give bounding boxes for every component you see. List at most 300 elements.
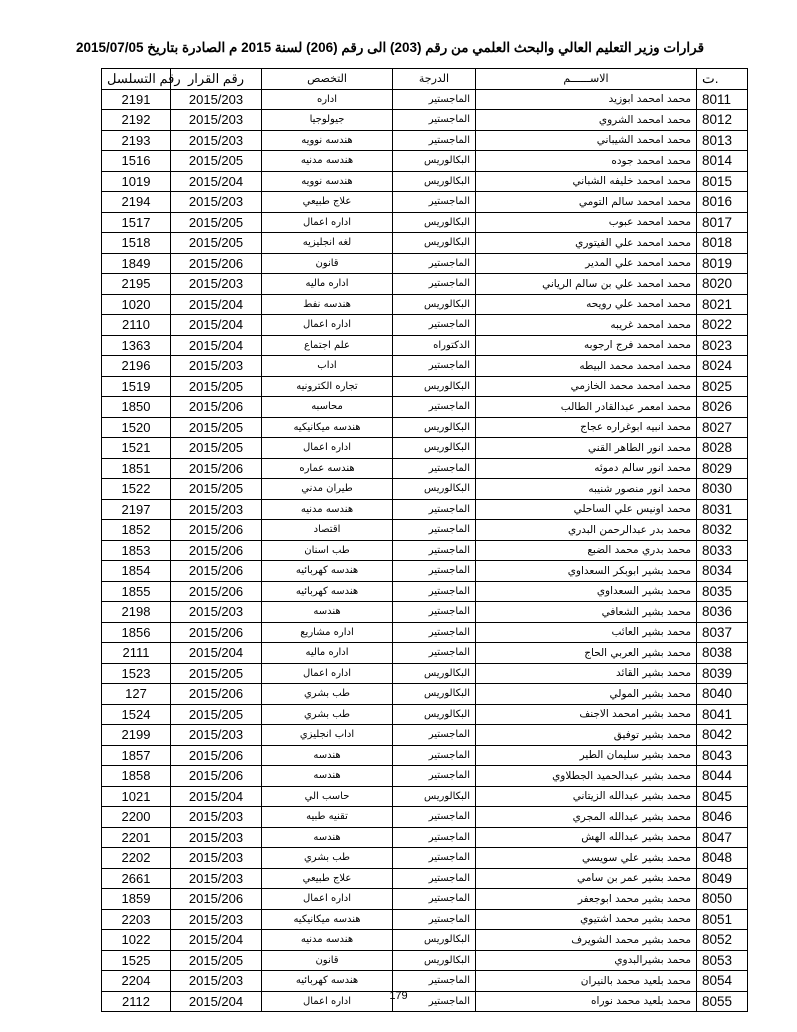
table-row: [102, 479, 748, 500]
name-cell: محمد امحمد الشيباني: [476, 130, 697, 151]
degree-cell: البكالوريس: [393, 212, 476, 233]
serial-cell: 1363: [102, 335, 171, 356]
table-row: [102, 356, 748, 377]
decision-cell: 2015/203: [171, 725, 262, 746]
decision-cell: 2015/206: [171, 540, 262, 561]
decision-cell: 2015/203: [171, 848, 262, 869]
decision-cell: 2015/204: [171, 930, 262, 951]
serial-cell: 1853: [102, 540, 171, 561]
decision-cell: 2015/203: [171, 807, 262, 828]
decision-cell: 2015/205: [171, 663, 262, 684]
specialty-cell: هندسه: [262, 766, 393, 787]
serial-cell: 1855: [102, 581, 171, 602]
decision-cell: 2015/206: [171, 622, 262, 643]
table-row: [102, 397, 748, 418]
degree-cell: الماجستير: [393, 868, 476, 889]
name-cell: محمد امحمد ابوزيد: [476, 89, 697, 110]
degree-cell: الماجستير: [393, 827, 476, 848]
specialty-cell: اداره مشاريع: [262, 622, 393, 643]
name-cell: محمد بشير علي سويسي: [476, 848, 697, 869]
degree-cell: الماجستير: [393, 89, 476, 110]
degree-cell: البكالوريس: [393, 294, 476, 315]
name-cell: محمد بشير السعداوي: [476, 581, 697, 602]
serial-cell: 1854: [102, 561, 171, 582]
specialty-cell: اداره ماليه: [262, 274, 393, 295]
degree-cell: الماجستير: [393, 110, 476, 131]
serial-cell: 1521: [102, 438, 171, 459]
name-cell: محمد بشير عمر بن سامي: [476, 868, 697, 889]
specialty-cell: هندسه مدنيه: [262, 499, 393, 520]
header-decision: رقم القرار: [171, 69, 262, 90]
serial-cell: 1022: [102, 930, 171, 951]
serial-cell: 1517: [102, 212, 171, 233]
table-row: [102, 171, 748, 192]
degree-cell: البكالوريس: [393, 684, 476, 705]
decision-cell: 2015/203: [171, 89, 262, 110]
table-row: [102, 725, 748, 746]
serial-cell: 2201: [102, 827, 171, 848]
number-cell: 8048: [697, 848, 748, 869]
decision-cell: 2015/205: [171, 376, 262, 397]
name-cell: محمد بلعيد محمد نوراه: [476, 991, 697, 1012]
serial-cell: 1520: [102, 417, 171, 438]
table-row: [102, 807, 748, 828]
specialty-cell: هندسه: [262, 602, 393, 623]
degree-cell: الماجستير: [393, 889, 476, 910]
serial-cell: 127: [102, 684, 171, 705]
number-cell: 8052: [697, 930, 748, 951]
table-row: [102, 89, 748, 110]
decision-cell: 2015/204: [171, 335, 262, 356]
serial-cell: 1019: [102, 171, 171, 192]
degree-cell: البكالوريس: [393, 151, 476, 172]
number-cell: 8045: [697, 786, 748, 807]
page-number: 179: [389, 990, 408, 1002]
table-row: [102, 704, 748, 725]
table-row: [102, 745, 748, 766]
serial-cell: 1518: [102, 233, 171, 254]
serial-cell: 2204: [102, 971, 171, 992]
name-cell: محمد امحمد محمد الخازمي: [476, 376, 697, 397]
name-cell: محمد امحمد عبوب: [476, 212, 697, 233]
number-cell: 8028: [697, 438, 748, 459]
specialty-cell: تجاره الكترونيه: [262, 376, 393, 397]
table-row: [102, 643, 748, 664]
name-cell: محمد بشير العائب: [476, 622, 697, 643]
specialty-cell: طب بشري: [262, 684, 393, 705]
table-row: [102, 786, 748, 807]
decision-cell: 2015/205: [171, 233, 262, 254]
degree-cell: الماجستير: [393, 909, 476, 930]
table-row: [102, 417, 748, 438]
degree-cell: الماجستير: [393, 971, 476, 992]
specialty-cell: لغه انجليزيه: [262, 233, 393, 254]
number-cell: 8036: [697, 602, 748, 623]
serial-cell: 2194: [102, 192, 171, 213]
number-cell: 8017: [697, 212, 748, 233]
decision-cell: 2015/206: [171, 397, 262, 418]
degree-cell: الماجستير: [393, 581, 476, 602]
specialty-cell: اداره اعمال: [262, 212, 393, 233]
serial-cell: 1523: [102, 663, 171, 684]
serial-cell: 2111: [102, 643, 171, 664]
specialty-cell: هندسه كهربائيه: [262, 971, 393, 992]
serial-cell: 1852: [102, 520, 171, 541]
number-cell: 8039: [697, 663, 748, 684]
number-cell: 8043: [697, 745, 748, 766]
number-cell: 8050: [697, 889, 748, 910]
specialty-cell: علاج طبيعي: [262, 868, 393, 889]
header-serial: رقم التسلسل: [102, 69, 171, 90]
specialty-cell: طب بشري: [262, 704, 393, 725]
name-cell: محمد بشير العربي الحاج: [476, 643, 697, 664]
serial-cell: 2196: [102, 356, 171, 377]
number-cell: 8037: [697, 622, 748, 643]
serial-cell: 2192: [102, 110, 171, 131]
degree-cell: البكالوريس: [393, 663, 476, 684]
specialty-cell: جيولوجيا: [262, 110, 393, 131]
name-cell: محمد بشير الشعافي: [476, 602, 697, 623]
degree-cell: الماجستير: [393, 130, 476, 151]
degree-cell: الماجستير: [393, 766, 476, 787]
decision-cell: 2015/203: [171, 971, 262, 992]
serial-cell: 1859: [102, 889, 171, 910]
number-cell: 8049: [697, 868, 748, 889]
specialty-cell: اقتصاد: [262, 520, 393, 541]
decision-cell: 2015/205: [171, 704, 262, 725]
name-cell: محمد امحمد علي رويحه: [476, 294, 697, 315]
table-row: [102, 520, 748, 541]
table-header-row: [102, 69, 748, 90]
table-row: [102, 233, 748, 254]
table-row: [102, 458, 748, 479]
serial-cell: 1849: [102, 253, 171, 274]
decision-cell: 2015/204: [171, 786, 262, 807]
specialty-cell: اداره اعمال: [262, 663, 393, 684]
name-cell: محمد بشير محمد ابوجعفر: [476, 889, 697, 910]
number-cell: 8051: [697, 909, 748, 930]
decision-cell: 2015/203: [171, 909, 262, 930]
degree-cell: البكالوريس: [393, 233, 476, 254]
decision-cell: 2015/205: [171, 438, 262, 459]
header-name: الاســــــم: [476, 69, 697, 90]
name-cell: محمد امحمد علي بن سالم الرياني: [476, 274, 697, 295]
degree-cell: الماجستير: [393, 499, 476, 520]
decision-cell: 2015/203: [171, 130, 262, 151]
table-row: [102, 110, 748, 131]
specialty-cell: اداره اعمال: [262, 889, 393, 910]
table-row: [102, 766, 748, 787]
degree-cell: الماجستير: [393, 315, 476, 336]
decision-cell: 2015/206: [171, 766, 262, 787]
number-cell: 8030: [697, 479, 748, 500]
name-cell: محمد بدري محمد الضبع: [476, 540, 697, 561]
decision-cell: 2015/205: [171, 479, 262, 500]
serial-cell: 2198: [102, 602, 171, 623]
decision-cell: 2015/204: [171, 991, 262, 1012]
serial-cell: 1519: [102, 376, 171, 397]
name-cell: محمد بشير محمد الشويرف: [476, 930, 697, 951]
specialty-cell: قانون: [262, 253, 393, 274]
number-cell: 8016: [697, 192, 748, 213]
name-cell: محمد بشير توفيق: [476, 725, 697, 746]
name-cell: محمد امحمد فرج ارجوبه: [476, 335, 697, 356]
degree-cell: البكالوريس: [393, 438, 476, 459]
name-cell: محمد بشير محمد اشتيوي: [476, 909, 697, 930]
specialty-cell: هندسه كهربائيه: [262, 581, 393, 602]
specialty-cell: محاسبه: [262, 397, 393, 418]
table-row: [102, 909, 748, 930]
serial-cell: 2200: [102, 807, 171, 828]
decision-cell: 2015/206: [171, 253, 262, 274]
table-row: [102, 192, 748, 213]
serial-cell: 2199: [102, 725, 171, 746]
number-cell: 8021: [697, 294, 748, 315]
degree-cell: البكالوريس: [393, 479, 476, 500]
serial-cell: 1857: [102, 745, 171, 766]
name-cell: محمد امحمد سالم التومي: [476, 192, 697, 213]
specialty-cell: اداره اعمال: [262, 438, 393, 459]
degree-cell: البكالوريس: [393, 376, 476, 397]
table-row: [102, 376, 748, 397]
degree-cell: الماجستير: [393, 622, 476, 643]
specialty-cell: طب بشري: [262, 848, 393, 869]
name-cell: محمد بشير امحمد الاجنف: [476, 704, 697, 725]
specialty-cell: هندسه نفط: [262, 294, 393, 315]
decision-cell: 2015/204: [171, 643, 262, 664]
decision-cell: 2015/203: [171, 868, 262, 889]
table-row: [102, 438, 748, 459]
specialty-cell: هندسه مدنيه: [262, 151, 393, 172]
degree-cell: البكالوريس: [393, 930, 476, 951]
degree-cell: البكالوريس: [393, 786, 476, 807]
number-cell: 8040: [697, 684, 748, 705]
decision-cell: 2015/203: [171, 192, 262, 213]
table-row: [102, 130, 748, 151]
name-cell: محمد بلعيد محمد بالنيران: [476, 971, 697, 992]
name-cell: محمد اونيس علي الساحلي: [476, 499, 697, 520]
decision-cell: 2015/205: [171, 151, 262, 172]
serial-cell: 1525: [102, 950, 171, 971]
number-cell: 8054: [697, 971, 748, 992]
name-cell: محمد امحمد غريبه: [476, 315, 697, 336]
name-cell: محمد بشير عبدالحميد الجطلاوي: [476, 766, 697, 787]
header-specialty: التخصص: [262, 69, 393, 90]
table-row: [102, 253, 748, 274]
degree-cell: الماجستير: [393, 540, 476, 561]
name-cell: محمد بشير المولي: [476, 684, 697, 705]
number-cell: 8014: [697, 151, 748, 172]
name-cell: محمد امحمد جوده: [476, 151, 697, 172]
name-cell: محمد امحمد علي الفيتوري: [476, 233, 697, 254]
specialty-cell: هندسه ميكانيكيه: [262, 909, 393, 930]
specialty-cell: علم اجتماع: [262, 335, 393, 356]
specialty-cell: هندسه ميكانيكيه: [262, 417, 393, 438]
number-cell: 8053: [697, 950, 748, 971]
decision-cell: 2015/205: [171, 417, 262, 438]
specialty-cell: هندسه: [262, 827, 393, 848]
serial-cell: 2202: [102, 848, 171, 869]
number-cell: 8042: [697, 725, 748, 746]
specialty-cell: قانون: [262, 950, 393, 971]
degree-cell: البكالوريس: [393, 950, 476, 971]
specialty-cell: اداب: [262, 356, 393, 377]
degree-cell: الماجستير: [393, 561, 476, 582]
serial-cell: 1856: [102, 622, 171, 643]
degree-cell: الماجستير: [393, 192, 476, 213]
table-row: [102, 684, 748, 705]
degree-cell: البكالوريس: [393, 417, 476, 438]
specialty-cell: هندسه عماره: [262, 458, 393, 479]
number-cell: 8034: [697, 561, 748, 582]
serial-cell: 1524: [102, 704, 171, 725]
specialty-cell: هندسه مدنيه: [262, 930, 393, 951]
name-cell: محمد بشير القائد: [476, 663, 697, 684]
name-cell: محمد انور منصور شنيبه: [476, 479, 697, 500]
specialty-cell: هندسه نوويه: [262, 130, 393, 151]
degree-cell: الماجستير: [393, 253, 476, 274]
decision-cell: 2015/206: [171, 684, 262, 705]
number-cell: 8019: [697, 253, 748, 274]
specialty-cell: طب اسنان: [262, 540, 393, 561]
name-cell: محمد بشير عبدالله المجري: [476, 807, 697, 828]
specialty-cell: هندسه كهربائيه: [262, 561, 393, 582]
table-row: [102, 335, 748, 356]
decisions-table: [101, 68, 748, 1012]
name-cell: محمد انور الطاهر القني: [476, 438, 697, 459]
specialty-cell: تقنيه طبيه: [262, 807, 393, 828]
degree-cell: الماجستير: [393, 725, 476, 746]
table-row: [102, 315, 748, 336]
name-cell: محمد بشير عبدالله الهش: [476, 827, 697, 848]
name-cell: محمد بشيرالبدوي: [476, 950, 697, 971]
degree-cell: الماجستير: [393, 274, 476, 295]
name-cell: محمد امحمد الشروي: [476, 110, 697, 131]
specialty-cell: اداره ماليه: [262, 643, 393, 664]
number-cell: 8046: [697, 807, 748, 828]
page-title: قرارات وزير التعليم العالي والبحث العلمي من رقم (203) الى رقم (206) لسنة 2015 م الصادرة بتاريخ 2015/07/05: [75, 40, 705, 55]
specialty-cell: حاسب الي: [262, 786, 393, 807]
decision-cell: 2015/203: [171, 274, 262, 295]
number-cell: 8024: [697, 356, 748, 377]
number-cell: 8023: [697, 335, 748, 356]
serial-cell: 2197: [102, 499, 171, 520]
degree-cell: البكالوريس: [393, 704, 476, 725]
specialty-cell: اداره اعمال: [262, 315, 393, 336]
table-row: [102, 971, 748, 992]
decision-cell: 2015/204: [171, 294, 262, 315]
specialty-cell: هندسه نوويه: [262, 171, 393, 192]
degree-cell: الماجستير: [393, 458, 476, 479]
table-row: [102, 540, 748, 561]
table-body: [102, 89, 748, 1012]
serial-cell: 2195: [102, 274, 171, 295]
table-row: [102, 889, 748, 910]
serial-cell: 1522: [102, 479, 171, 500]
decision-cell: 2015/203: [171, 602, 262, 623]
degree-cell: الماجستير: [393, 848, 476, 869]
table-row: [102, 930, 748, 951]
name-cell: محمد بشير ابوبكر السعداوي: [476, 561, 697, 582]
decision-cell: 2015/204: [171, 315, 262, 336]
table-row: [102, 622, 748, 643]
serial-cell: 1850: [102, 397, 171, 418]
name-cell: محمد بشير عبدالله الزيتاني: [476, 786, 697, 807]
serial-cell: 2112: [102, 991, 171, 1012]
table-row: [102, 151, 748, 172]
number-cell: 8018: [697, 233, 748, 254]
decision-cell: 2015/203: [171, 827, 262, 848]
number-cell: 8020: [697, 274, 748, 295]
number-cell: 8011: [697, 89, 748, 110]
specialty-cell: اداره: [262, 89, 393, 110]
degree-cell: الماجستير: [393, 745, 476, 766]
degree-cell: الماجستير: [393, 991, 476, 1012]
decision-cell: 2015/203: [171, 356, 262, 377]
table-row: [102, 561, 748, 582]
serial-cell: 2203: [102, 909, 171, 930]
degree-cell: الماجستير: [393, 643, 476, 664]
specialty-cell: علاج طبيعي: [262, 192, 393, 213]
serial-cell: 1851: [102, 458, 171, 479]
name-cell: محمد امعمر عبدالقادر الطالب: [476, 397, 697, 418]
specialty-cell: اداب انجليزي: [262, 725, 393, 746]
number-cell: 8012: [697, 110, 748, 131]
table-row: [102, 950, 748, 971]
table-row: [102, 663, 748, 684]
number-cell: 8044: [697, 766, 748, 787]
degree-cell: الدكتوراه: [393, 335, 476, 356]
number-cell: 8032: [697, 520, 748, 541]
decision-cell: 2015/205: [171, 950, 262, 971]
number-cell: 8013: [697, 130, 748, 151]
decision-cell: 2015/206: [171, 458, 262, 479]
table-row: [102, 212, 748, 233]
number-cell: 8029: [697, 458, 748, 479]
number-cell: 8055: [697, 991, 748, 1012]
table-row: [102, 848, 748, 869]
specialty-cell: هندسه: [262, 745, 393, 766]
number-cell: 8027: [697, 417, 748, 438]
specialty-cell: اداره اعمال: [262, 991, 393, 1012]
degree-cell: الماجستير: [393, 356, 476, 377]
number-cell: 8026: [697, 397, 748, 418]
number-cell: 8015: [697, 171, 748, 192]
name-cell: محمد امحمد محمد البيطه: [476, 356, 697, 377]
decision-cell: 2015/206: [171, 561, 262, 582]
decision-cell: 2015/206: [171, 889, 262, 910]
name-cell: محمد امحمد خليفه الشباني: [476, 171, 697, 192]
table-row: [102, 499, 748, 520]
header-no: ت.: [697, 69, 748, 90]
table-row: [102, 602, 748, 623]
serial-cell: 2193: [102, 130, 171, 151]
specialty-cell: طيران مدني: [262, 479, 393, 500]
decision-cell: 2015/206: [171, 520, 262, 541]
serial-cell: 1021: [102, 786, 171, 807]
degree-cell: الماجستير: [393, 602, 476, 623]
degree-cell: البكالوريس: [393, 171, 476, 192]
number-cell: 8047: [697, 827, 748, 848]
number-cell: 8025: [697, 376, 748, 397]
serial-cell: 1858: [102, 766, 171, 787]
number-cell: 8033: [697, 540, 748, 561]
serial-cell: 2191: [102, 89, 171, 110]
number-cell: 8031: [697, 499, 748, 520]
table-row: [102, 294, 748, 315]
name-cell: محمد بدر عبدالرحمن البدري: [476, 520, 697, 541]
decision-cell: 2015/203: [171, 110, 262, 131]
